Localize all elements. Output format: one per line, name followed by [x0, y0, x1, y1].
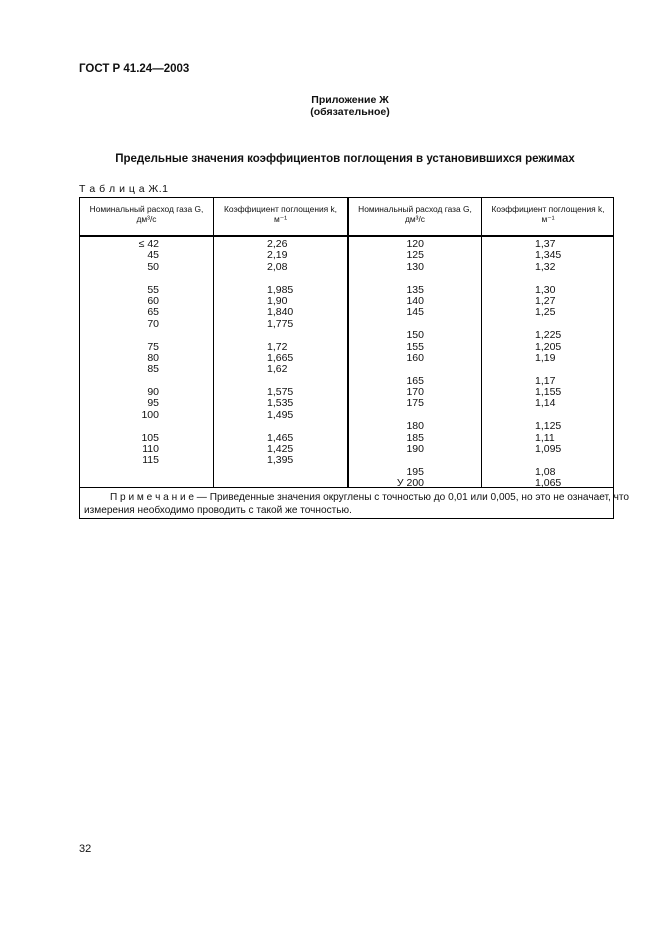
table-cell: 1,425: [267, 443, 294, 456]
table-cell: 1,535: [267, 397, 294, 410]
column-flow-2: [380, 239, 424, 490]
table-cell: 135: [406, 283, 424, 296]
table-cell: 1,25: [535, 306, 556, 319]
col-divider: [213, 198, 214, 487]
table-cell: [267, 273, 327, 284]
table-cell: 1,985: [267, 283, 294, 296]
table-cell: 1,205: [535, 340, 562, 353]
table-cell: 1,62: [267, 363, 288, 376]
table-cell: 180: [406, 420, 424, 433]
table-cell: 1,575: [267, 386, 294, 399]
table-cell: 1,14: [535, 397, 556, 410]
table-cell: 1,37: [535, 238, 556, 250]
table-cell: 2,19: [267, 249, 288, 262]
data-table: [79, 197, 629, 519]
table-cell: 65: [147, 306, 159, 319]
table-cell: 1,095: [535, 443, 562, 456]
table-cell: 1,775: [267, 317, 294, 330]
table-cell: 1,395: [267, 454, 294, 467]
column-coef-2: [535, 239, 595, 490]
table-cell: 1,665: [267, 351, 294, 364]
header-divider: [80, 235, 613, 237]
page-number: 32: [79, 843, 92, 855]
table-cell: 80: [147, 351, 159, 364]
table-cell: 70: [147, 317, 159, 330]
table-cell: 1,90: [267, 294, 288, 307]
header-nominal-flow-1: Номинальный расход газа G, дм³/с: [89, 204, 204, 224]
table-cell: 140: [406, 294, 424, 307]
table-cell: [380, 273, 424, 284]
table-cell: ≤ 42: [138, 238, 159, 250]
table-cell: 125: [406, 249, 424, 262]
table-cell: 1,840: [267, 306, 294, 319]
table-cell: 45: [147, 249, 159, 262]
table-cell: [267, 421, 327, 432]
page-title: Предельные значения коэффициентов поглощения в установившихся режимах: [115, 153, 575, 165]
table-cell: 1,27: [535, 294, 556, 307]
table-cell: 110: [142, 443, 159, 456]
table-cell: 1,19: [535, 351, 556, 364]
document-code: ГОСТ Р 41.24—2003: [79, 63, 190, 75]
table-cell: 90: [147, 386, 159, 399]
table-cell: 60: [147, 294, 159, 307]
table-cell: 1,465: [267, 431, 294, 444]
col-divider: [347, 198, 349, 487]
table-cell: [267, 330, 327, 341]
table-cell: 50: [147, 260, 159, 273]
table-cell: 1,065: [535, 477, 562, 490]
table-cell: 160: [406, 351, 424, 364]
table-cell: 195: [406, 465, 424, 478]
table-cell: [129, 330, 159, 341]
table-cell: У 200: [396, 477, 424, 490]
table-cell: 1,32: [535, 260, 556, 273]
table-cell: 145: [406, 306, 424, 319]
table-cell: 95: [147, 397, 159, 410]
table-note: [80, 492, 629, 517]
table-cell: 85: [147, 363, 159, 376]
table-cell: 1,72: [267, 340, 288, 353]
table-label: Т а б л и ц а Ж.1: [79, 183, 169, 195]
table-cell: 1,155: [535, 386, 562, 399]
table-cell: 120: [406, 238, 424, 250]
header-absorption-coef-1: Коэффициент поглощения k, м⁻¹: [223, 204, 338, 224]
appendix-subtitle: (обязательное): [310, 106, 390, 118]
table-cell: 170: [406, 386, 424, 399]
table-cell: 1,495: [267, 408, 294, 421]
table-cell: 100: [141, 408, 159, 421]
table-cell: 2,08: [267, 260, 288, 273]
column-coef-1: [267, 239, 327, 467]
table-cell: 185: [406, 431, 424, 444]
table-cell: [380, 364, 424, 375]
note-line: П р и м е ч а н и е — Приведенные значения округлены с точностью до 0,01 или 0,005, но это не означает, что: [110, 492, 629, 503]
table-cell: [535, 273, 595, 284]
table-cell: 105: [141, 431, 159, 444]
table-cell: 130: [406, 260, 424, 273]
table-cell: 1,345: [535, 249, 562, 262]
table-cell: [129, 421, 159, 432]
table-cell: 55: [147, 283, 159, 296]
table-cell: [535, 364, 595, 375]
column-flow-1: [129, 239, 159, 467]
appendix-title: Приложение Ж: [311, 94, 389, 106]
note-divider: [80, 487, 613, 488]
table-cell: 1,11: [535, 431, 555, 444]
table-cell: 150: [406, 329, 424, 342]
table-cell: 1,17: [535, 374, 556, 387]
header-absorption-coef-2: Коэффициент поглощения k, м⁻¹: [491, 204, 605, 224]
table-cell: 190: [406, 443, 424, 456]
table-cell: 1,225: [535, 329, 562, 342]
note-line: измерения необходимо проводить с такой же точностью.: [84, 504, 352, 516]
table-cell: 1,08: [535, 465, 556, 478]
table-cell: [129, 273, 159, 284]
table-cell: 175: [406, 397, 424, 410]
col-divider: [481, 198, 482, 487]
table-cell: 155: [406, 340, 424, 353]
header-nominal-flow-2: Номинальный расход газа G, дм³/с: [358, 204, 472, 224]
table-cell: 1,125: [535, 420, 562, 433]
table-cell: 115: [142, 454, 159, 467]
table-cell: 165: [406, 374, 424, 387]
table-cell: 75: [147, 340, 159, 353]
table-cell: 2,26: [267, 238, 288, 250]
table-cell: 1,30: [535, 283, 556, 296]
